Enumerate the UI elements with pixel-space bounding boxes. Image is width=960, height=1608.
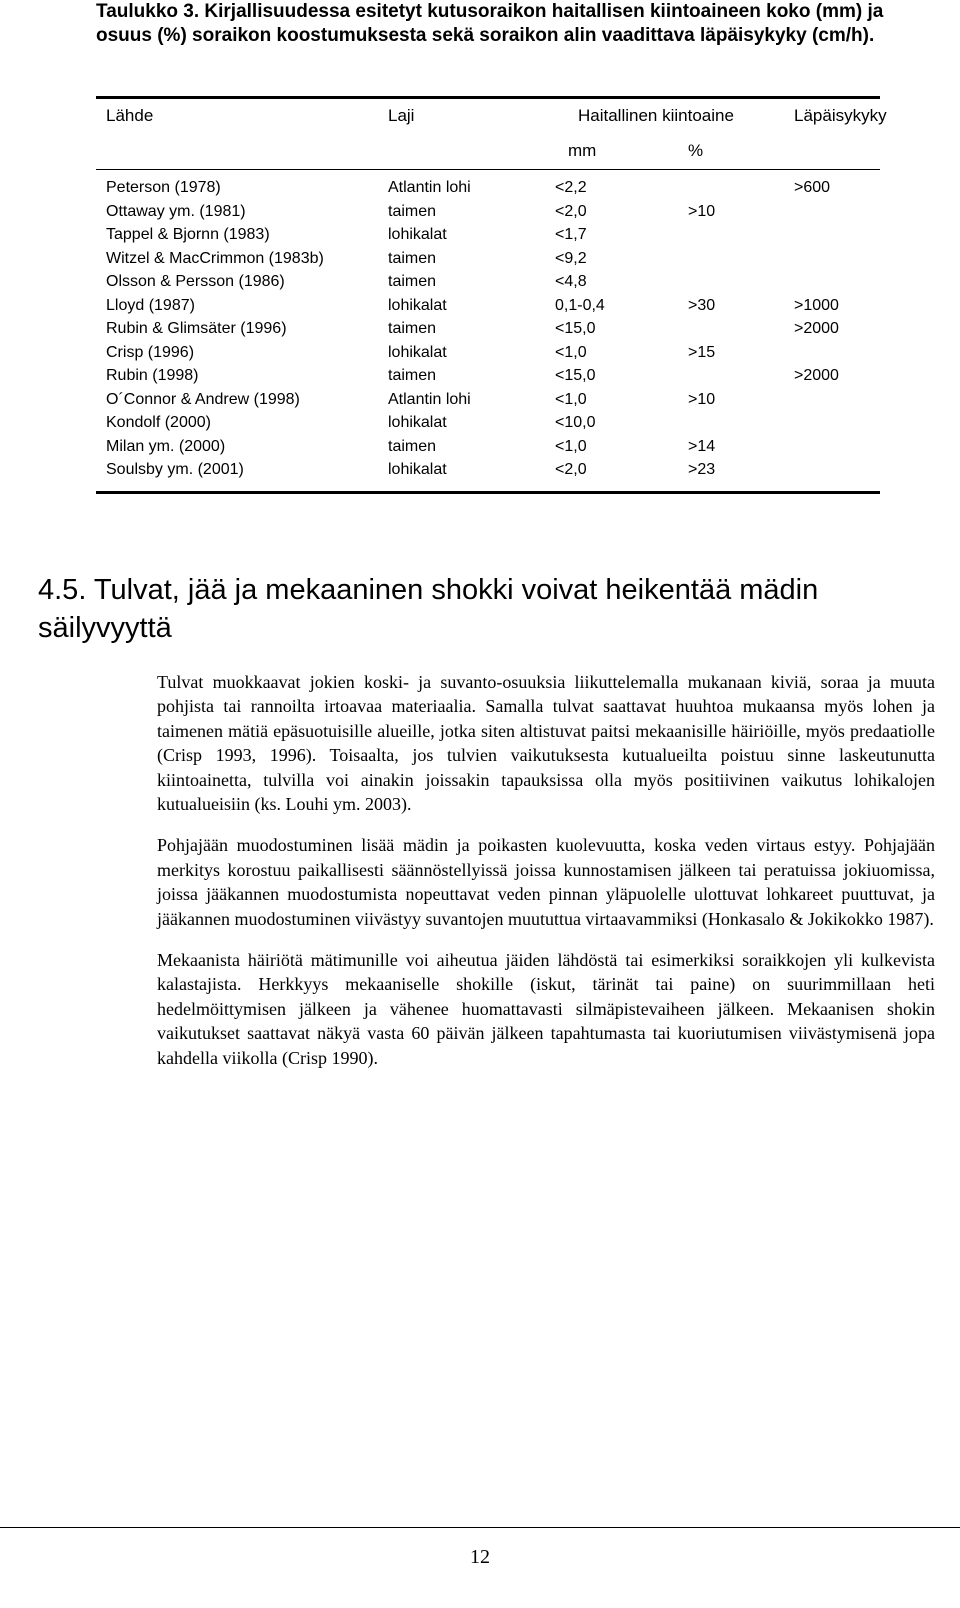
cell-mm: <1,0 [555,343,587,361]
cell-mm: <2,2 [555,179,587,196]
cell-species: Atlantin lohi [388,390,471,408]
table-row [96,225,880,249]
paragraph: Pohjajään muodostuminen lisää mädin ja poikasten kuolevuutta, koska veden virtaus estyy. Pohjajään merkitys korostuu paikallisesti säännöstellyissä joissa kunnostamisen jälkeen tai peratuissa jokiuomissa, joissa jääkannen muodostumista nopeuttavat veden pinnan yläpuolelle ulottuvat lohkareet puuttuvat, ja jääkannen muodostuminen viivästyy suvantojen muututtua virtaavammiksi (Honkasalo & Jokikokko 1987). [157,835,935,929]
table-row [96,460,880,484]
table-row [96,272,880,296]
cell-species: lohikalat [388,343,447,361]
table-row [96,366,880,390]
cell-source: O´Connor & Andrew (1998) [106,390,300,408]
header-harmful-solids: Haitallinen kiintoaine [578,106,734,125]
cell-permeability: >600 [794,179,831,196]
table-row [96,437,880,461]
table-row [96,178,880,202]
header-source: Lähde [106,106,154,125]
body-text [157,670,935,1087]
cell-source: Milan ym. (2000) [106,437,226,455]
cell-percent: >14 [688,437,716,455]
cell-species: taimen [388,367,437,384]
cell-permeability: >2000 [794,367,839,384]
section-heading: 4.5. Tulvat, jää ja mekaaninen shokki voivat heikentää mädin säilyvyyttä [38,574,819,644]
table-row [96,413,880,437]
cell-source: Tappel & Bjornn (1983) [106,226,270,243]
cell-mm: <2,0 [555,461,587,478]
cell-mm: <1,0 [555,437,587,455]
cell-mm: <1,7 [555,226,587,243]
header-species: Laji [388,106,415,125]
table-row [96,202,880,226]
footer-rule [0,1527,960,1528]
header-permeability: Läpäisykyky [794,106,887,125]
cell-mm: <1,0 [555,390,587,408]
cell-mm: <4,8 [555,273,587,290]
cell-source: Crisp (1996) [106,343,195,361]
cell-source: Kondolf (2000) [106,414,211,431]
cell-source: Peterson (1978) [106,179,221,196]
paragraph: Tulvat muokkaavat jokien koski- ja suvanto-osuuksia liikuttelemalla mukanaan kiviä, soraa ja muuta pohjista tai rannoilta irtoavaa materiaalia. Samalla tulvat saattavat huuhtoa mukaansa myös lohen ja taimenen mätiä epäsuotuisille alueille, jotka siten altistuvat paitsi mekaanisille häiriöille, myös predaatiolle (Crisp 1993, 1996). Toisaalta, jos tulvien vaikutuksesta kutualueilta poistuu sinne laskeutunutta kiintoainetta, tulvilla voi ainakin joissakin tapauksissa olla myös positiivinen vaikutus lohikalojen kutualueisiin (ks. Louhi ym. 2003). [157,672,935,815]
table-header-rule [96,169,880,170]
cell-source: Olsson & Persson (1986) [106,273,285,290]
cell-source: Soulsby ym. (2001) [106,461,244,478]
header-mm: mm [568,141,597,160]
cell-species: taimen [388,202,437,220]
cell-mm: <15,0 [555,367,596,384]
cell-mm: <10,0 [555,414,596,431]
cell-source: Ottaway ym. (1981) [106,202,246,220]
cell-species: lohikalat [388,296,447,314]
cell-species: lohikalat [388,461,447,478]
table-bottom-rule [96,491,880,494]
cell-species: taimen [388,437,437,455]
table-caption: Taulukko 3. Kirjallisuudessa esitetyt kutusoraikon haitallisen kiintoaineen koko (mm) ja osuus (%) soraikon koostumuksesta sekä soraikon alin vaadittava läpäisykyky (cm/h). [96,1,884,46]
table-row [96,296,880,320]
cell-species: taimen [388,249,437,267]
cell-source: Rubin & Glimsäter (1996) [106,320,287,337]
page-number: 12 [470,1546,490,1568]
cell-mm: 0,1-0,4 [555,296,605,314]
cell-source: Lloyd (1987) [106,296,195,314]
cell-mm: <9,2 [555,249,587,267]
paragraph: Mekaanista häiriötä mätimunille voi aiheutua jäiden lähdöstä tai esimerkiksi soraikkojen yli kulkevista kalastajista. Herkkyys mekaaniselle shokille (iskut, tärinät tai paine) on suurimmillaan heti hedelmöittymisen jälkeen ja vähenee huomattavasti silmäpistevaiheen jälkeen. Mekaanisen shokin vaikutukset saattavat näkyä vasta 60 päivän jälkeen tapahtumasta tai kuoriutumisen viivästymisenä jopa kahdella viikolla (Crisp 1990). [157,950,935,1068]
table-row [96,390,880,414]
cell-species: taimen [388,273,437,290]
table-top-rule [96,96,880,99]
cell-percent: >30 [688,296,716,314]
cell-species: lohikalat [388,414,447,431]
cell-mm: <2,0 [555,202,587,220]
table-row [96,249,880,273]
cell-species: lohikalat [388,226,447,243]
table-row [96,343,880,367]
cell-percent: >23 [688,461,716,478]
header-percent: % [688,141,704,160]
cell-source: Rubin (1998) [106,367,199,384]
cell-source: Witzel & MacCrimmon (1983b) [106,249,324,267]
cell-species: Atlantin lohi [388,179,471,196]
cell-percent: >15 [688,343,716,361]
cell-species: taimen [388,320,437,337]
cell-percent: >10 [688,202,716,220]
cell-permeability: >1000 [794,296,839,314]
cell-permeability: >2000 [794,320,839,337]
cell-percent: >10 [688,390,716,408]
table-row [96,319,880,343]
cell-mm: <15,0 [555,320,596,337]
